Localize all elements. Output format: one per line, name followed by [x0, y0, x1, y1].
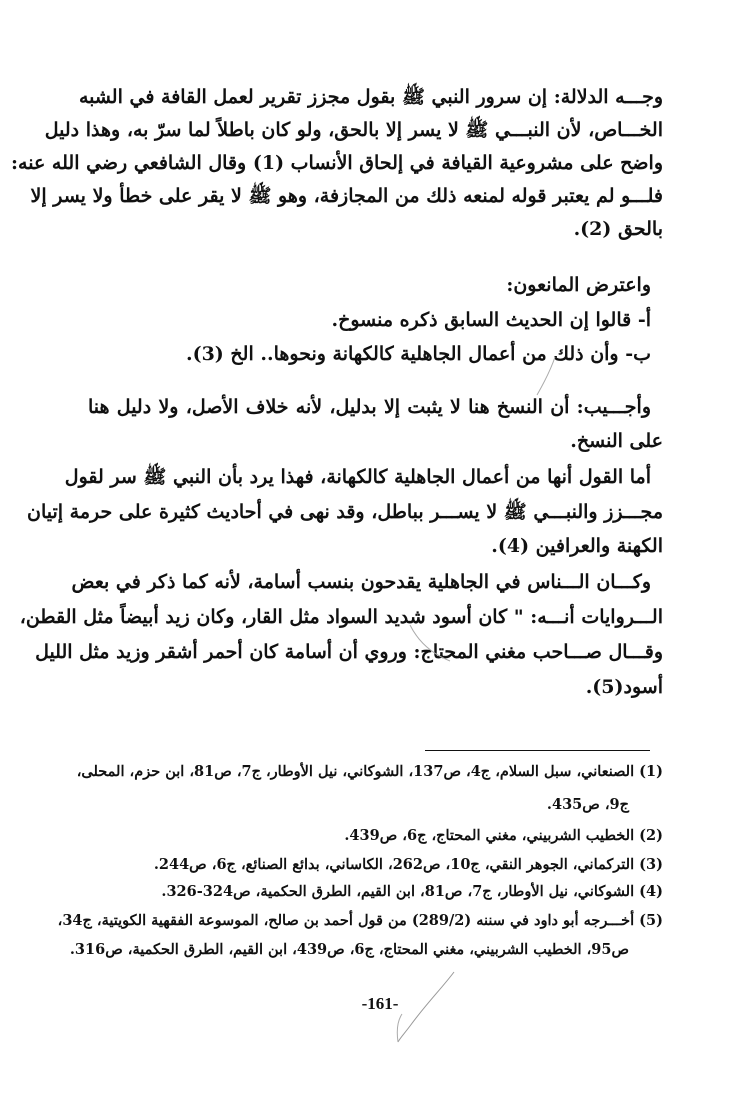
- body-line-11: أما القول أنها من أعمال الجاهلية كالكهانة، فهذا يرد بأن النبي ﷺ سر لقول: [64, 466, 651, 488]
- page-number: -161-: [361, 994, 399, 1013]
- body-line-9: وأجـــيب: أن النسخ هنا لا يثبت إلا بدليل، لأنه خلاف الأصل، ولا دليل هنا: [88, 396, 651, 418]
- body-line-4: فلـــو لم يعتبر قوله لمنعه ذلك من المجازفة، وهو ﷺ لا يقر على خطأ ولا يسر إلا: [30, 185, 663, 207]
- body-line-17: أسود(5).: [585, 676, 663, 698]
- body-line-14: وكـــان الـــناس في الجاهلية يقدحون بنسب أسامة، لأنه كما ذكر في بعض: [71, 571, 651, 593]
- section-heading: واعترض المانعون:: [506, 274, 651, 296]
- body-line-3: واضح على مشروعية القيافة في إلحاق الأنساب (1) وقال الشافعي رضي الله عنه:: [11, 152, 663, 174]
- body-line-5: بالحق (2).: [573, 218, 663, 240]
- footnote-5: (5) أخـــرجه أبو داود في سننه (289/2) من قول أحمد بن صالح، الموسوعة الفقهية الكويتية، ج34،: [57, 912, 663, 929]
- body-line-12: مجـــزز والنبـــي ﷺ لا يســـر بباطل، وقد نهى في أحاديث كثيرة على حرمة إتيان: [27, 501, 663, 523]
- footnote-5-cont: ص95، الخطيب الشربيني، مغني المحتاج، ج6، ص439، ابن القيم، الطرق الحكمية، ص316.: [69, 941, 629, 958]
- pen-scribble-icon: [525, 355, 565, 405]
- body-line-2: الخـــاص، لأن النبـــي ﷺ لا يسر إلا بالحق، ولو كان باطلاً لما سرّ به، وهذا دليل: [44, 119, 663, 141]
- body-line-1: وجـــه الدلالة: إن سرور النبي ﷺ بقول مجزز تقرير لعمل القافة في الشبه: [78, 86, 663, 108]
- footnote-1: (1) الصنعاني، سبل السلام، ج4، ص137، الشوكاني، نيل الأوطار، ج7، ص81، ابن حزم، المحلى،: [76, 763, 663, 780]
- footnote-2: (2) الخطيب الشربيني، مغني المحتاج، ج6، ص439.: [344, 827, 663, 844]
- body-line-16: وقـــال صـــاحب مغني المحتاج: وروي أن أسامة كان أحمر أشقر وزيد مثل الليل: [35, 641, 663, 663]
- footnote-separator: [425, 750, 650, 751]
- body-line-13: الكهنة والعرافين (4).: [491, 535, 663, 557]
- pen-mark-icon: [392, 968, 462, 1048]
- body-line-15: الـــروايات أنـــه: " كان أسود شديد السواد مثل القار، وكان زيد أبيضاً مثل القطن،: [19, 606, 663, 628]
- footnote-4: (4) الشوكاني، نيل الأوطار، ج7، ص81، ابن القيم، الطرق الحكمية، ص324-326.: [161, 883, 663, 900]
- body-line-10: على النسخ.: [570, 430, 663, 452]
- objection-a: أ- قالوا إن الحديث السابق ذكره منسوخ.: [331, 309, 651, 331]
- objection-b: ب- وأن ذلك من أعمال الجاهلية كالكهانة ونحوها.. الخ (3).: [185, 343, 651, 365]
- pen-curve-icon: [405, 615, 455, 665]
- footnote-1-cont: ج9، ص435.: [546, 796, 629, 813]
- footnote-3: (3) التركماني، الجوهر النقي، ج10، ص262، الكاساني، بدائع الصنائع، ج6، ص244.: [153, 856, 663, 873]
